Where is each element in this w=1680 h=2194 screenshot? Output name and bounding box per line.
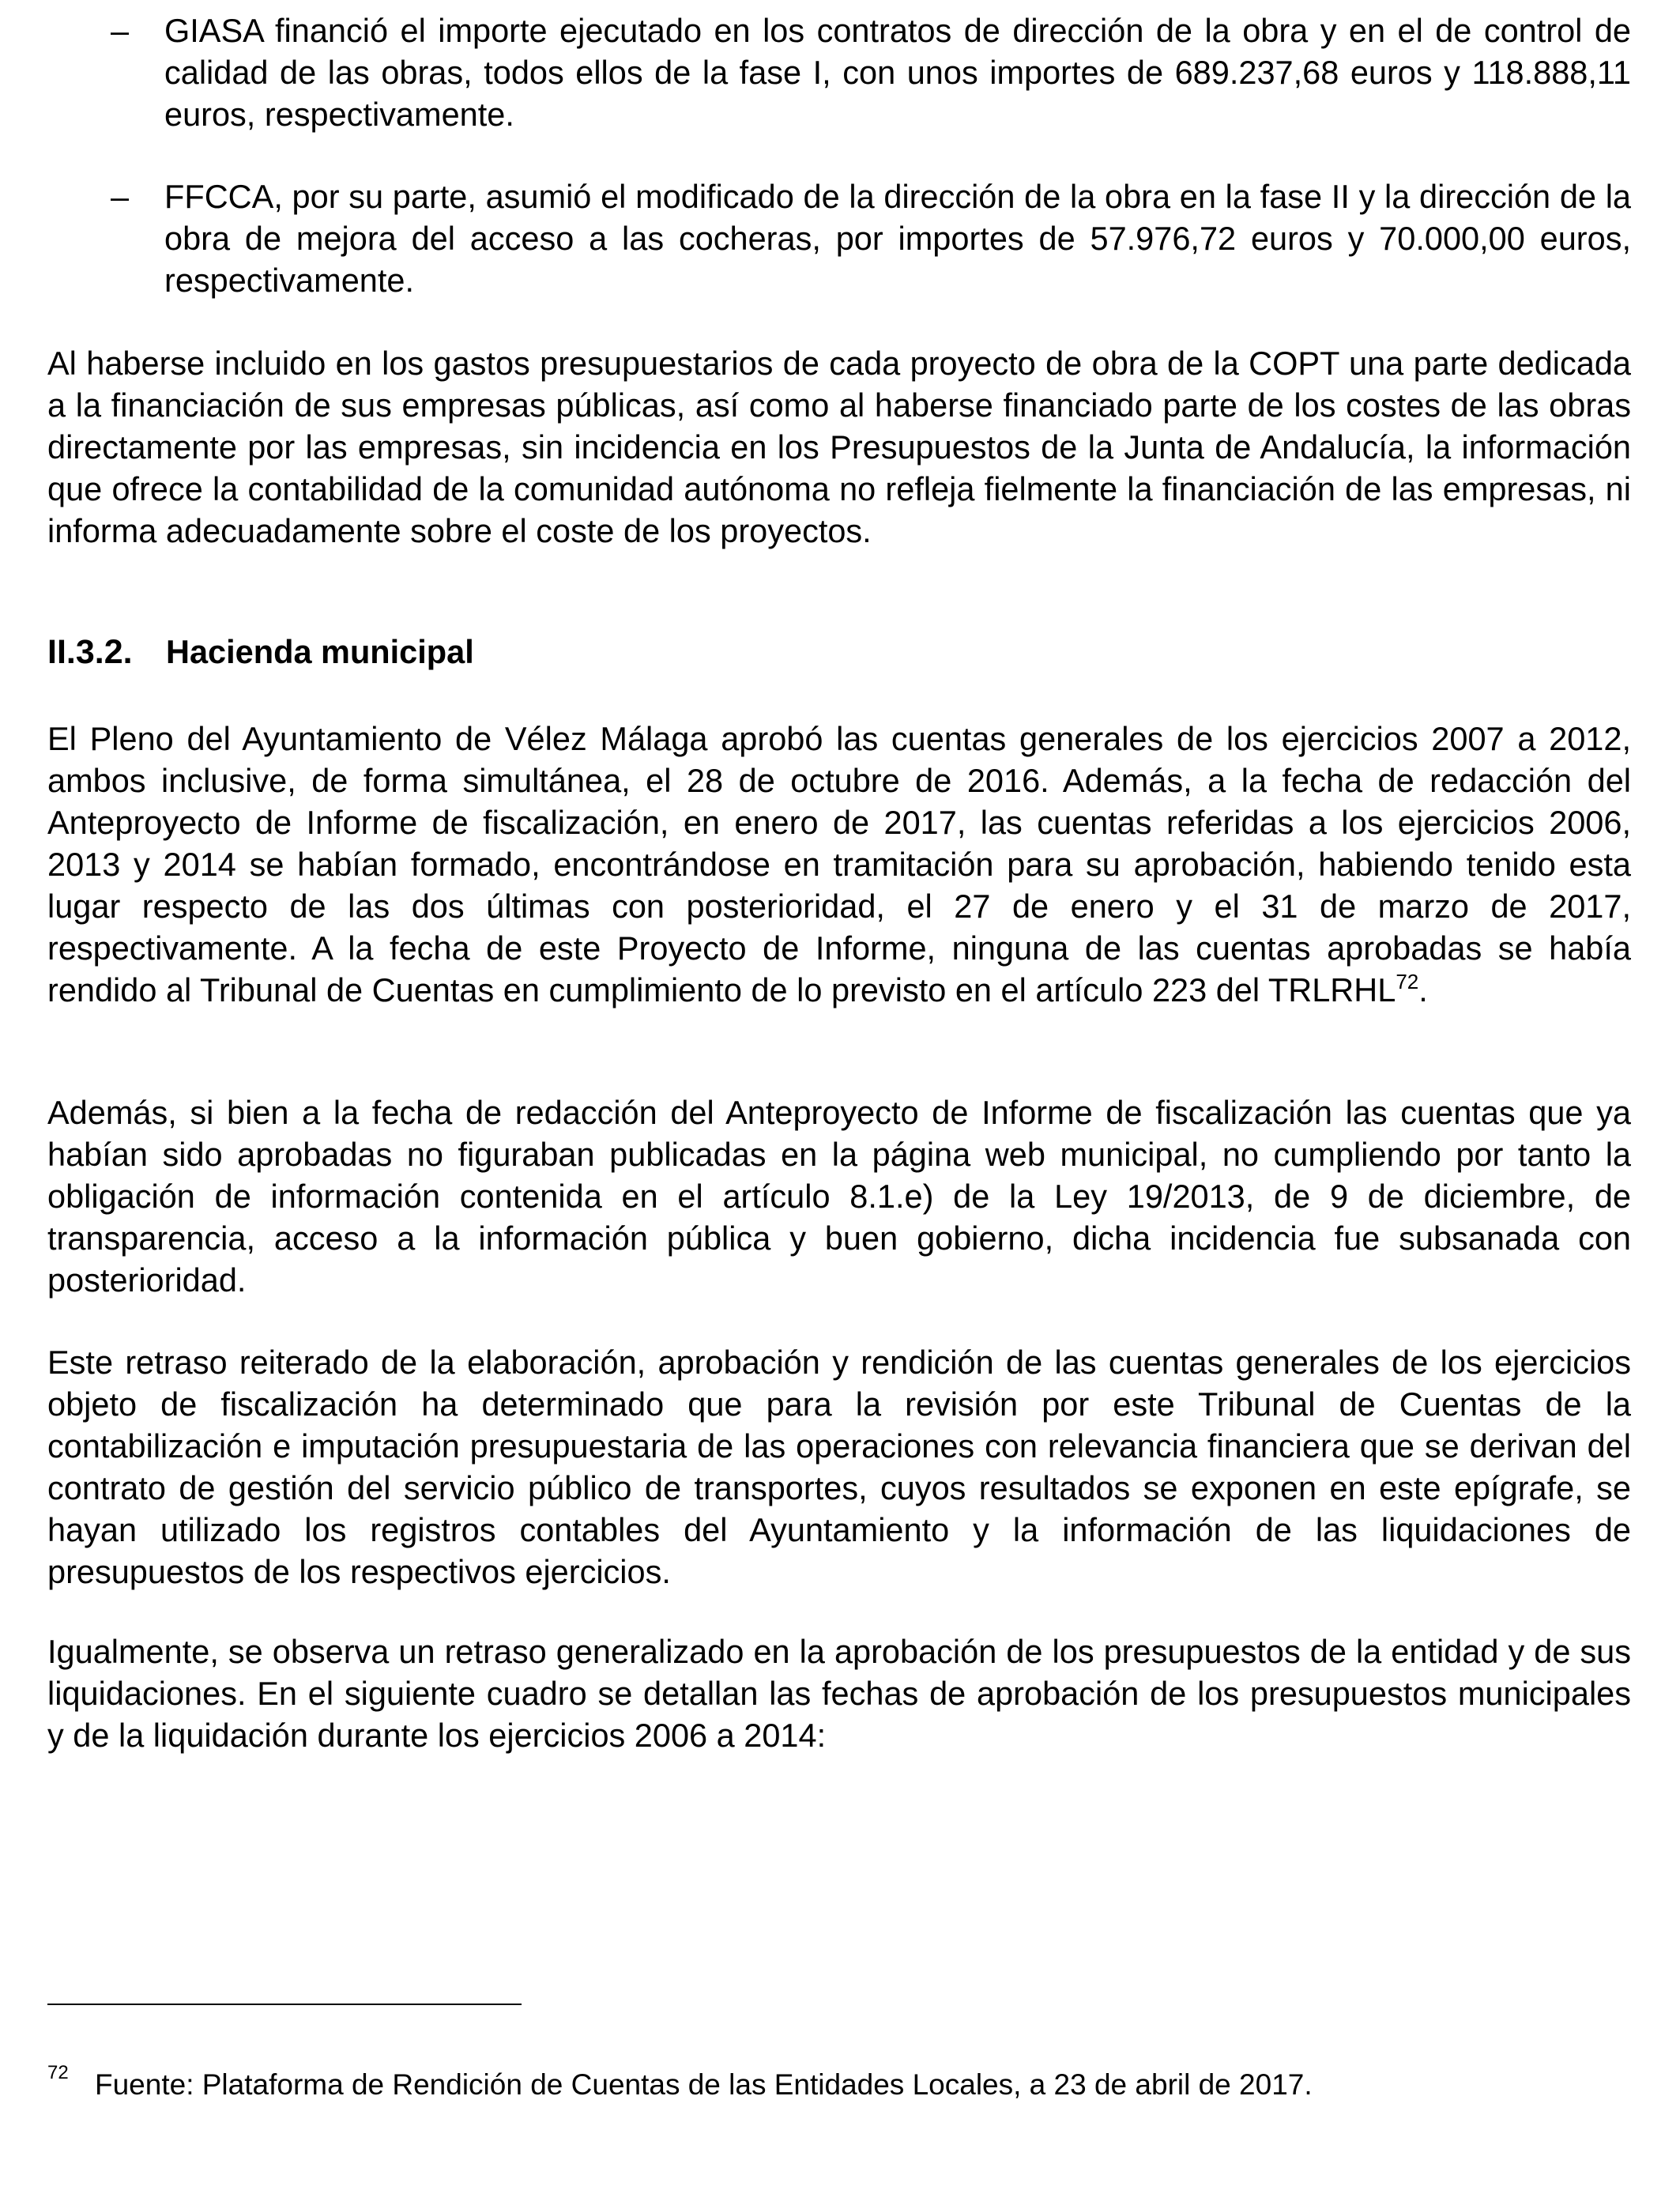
paragraph-pleno-body: El Pleno del Ayuntamiento de Vélez Málaga aprobó las cuentas generales de los ejercicios 2007 a 2012, ambos inclusive, de forma simultánea, el 28 de octubre de 2016. Además, a la fecha de redacción del Anteproyecto de Informe de fiscalización, en enero de 2017, las cuentas referidas a los ejercicios 2006, 2013 y 2014 se habían formado, encontrándose en tramitación para su aprobación, habiendo tenido esta lugar respecto de las dos últimas con posterioridad, el 27 de enero y el 31 de marzo de 2017, respectivamente. A la fecha de este Proyecto de Informe, ninguna de las cuentas aprobadas se había rendido al Tribunal de Cuentas en cumplimiento de lo previsto en el artículo 223 del TRLRHL [47,720,1631,1008]
footnote: 72 Fuente: Plataforma de Rendición de Cuentas de las Entidades Locales, a 23 de abril de 2017. [47,2062,1313,2101]
section-title: Hacienda municipal [166,633,474,670]
paragraph-pleno [47,718,1631,1011]
paragraph-pleno-ending: . [1418,971,1428,1008]
bullet-dash: – [111,12,130,49]
paragraph-web-text: Además, si bien a la fecha de redacción del Anteproyecto de Informe de fiscalización las cuentas que ya habían sido aprobadas no figuraban publicadas en la página web municipal, no cumpliendo por tanto la obligación de información contenida en el artículo 8.1.e) de la Ley 19/2013, de 9 de diciembre, de transparencia, acceso a la información pública y buen gobierno, dicha incidencia fue subsanada con posterioridad. [47,1094,1631,1299]
paragraph-retraso [47,1341,1631,1593]
section-heading [47,631,474,673]
paragraph-financing [47,342,1631,552]
footnote-separator [47,2004,522,2005]
footnote-reference[interactable]: 72 [1396,970,1419,993]
paragraph-financing-text: Al haberse incluido en los gastos presupuestarios de cada proyecto de obra de la COPT una parte dedicada a la financiación de sus empresas públicas, así como al haberse financiado parte de los costes de las obras directamente por las empresas, sin incidencia en los Presupuestos de la Junta de Andalucía, la información que ofrece la contabilidad de la comunidad autónoma no refleja fielmente la financiación de las empresas, ni informa adecuadamente sobre el coste de los proyectos. [47,345,1631,549]
bullet-text-giasa: GIASA financió el importe ejecutado en los contratos de dirección de la obra y en el de control de calidad de las obras, todos ellos de la fase I, con unos importes de 689.237,68 euros y 118.888,11 euros, respectivamente. [164,12,1631,133]
paragraph-retraso-text: Este retraso reiterado de la elaboración, aprobación y rendición de las cuentas generales de los ejercicios objeto de fiscalización ha determinado que para la revisión por este Tribunal de Cuentas de la contabilización e imputación presupuestaria de las operaciones con relevancia financiera que se derivan del contrato de gestión del servicio público de transportes, cuyos resultados se exponen en este epígrafe, se hayan utilizado los registros contables del Ayuntamiento y la información de las liquidaciones de presupuestos de los respectivos ejercicios. [47,1344,1631,1590]
bullet-text-ffcca: FFCCA, por su parte, asumió el modificado de la dirección de la obra en la fase II y la dirección de la obra de mejora del acceso a las cocheras, por importes de 57.976,72 euros y 70.000,00 euros, respectivamente. [164,178,1631,299]
section-number: II.3.2. [47,633,133,671]
bullet-dash: – [111,178,130,215]
paragraph-igualmente-text: Igualmente, se observa un retraso generalizado en la aprobación de los presupuestos de la entidad y de sus liquidaciones. En el siguiente cuadro se detallan las fechas de aprobación de los presupuestos municipales y de la liquidación durante los ejercicios 2006 a 2014: [47,1633,1631,1754]
paragraph-igualmente [47,1630,1631,1756]
paragraph-pleno-text [47,718,1631,1011]
bullet-item-ffcca [47,175,1631,301]
footnote-text: Fuente: Plataforma de Rendición de Cuentas de las Entidades Locales, a 23 de abril de 2017. [95,2068,1313,2101]
bullet-item-giasa [47,9,1631,135]
paragraph-web [47,1091,1631,1301]
